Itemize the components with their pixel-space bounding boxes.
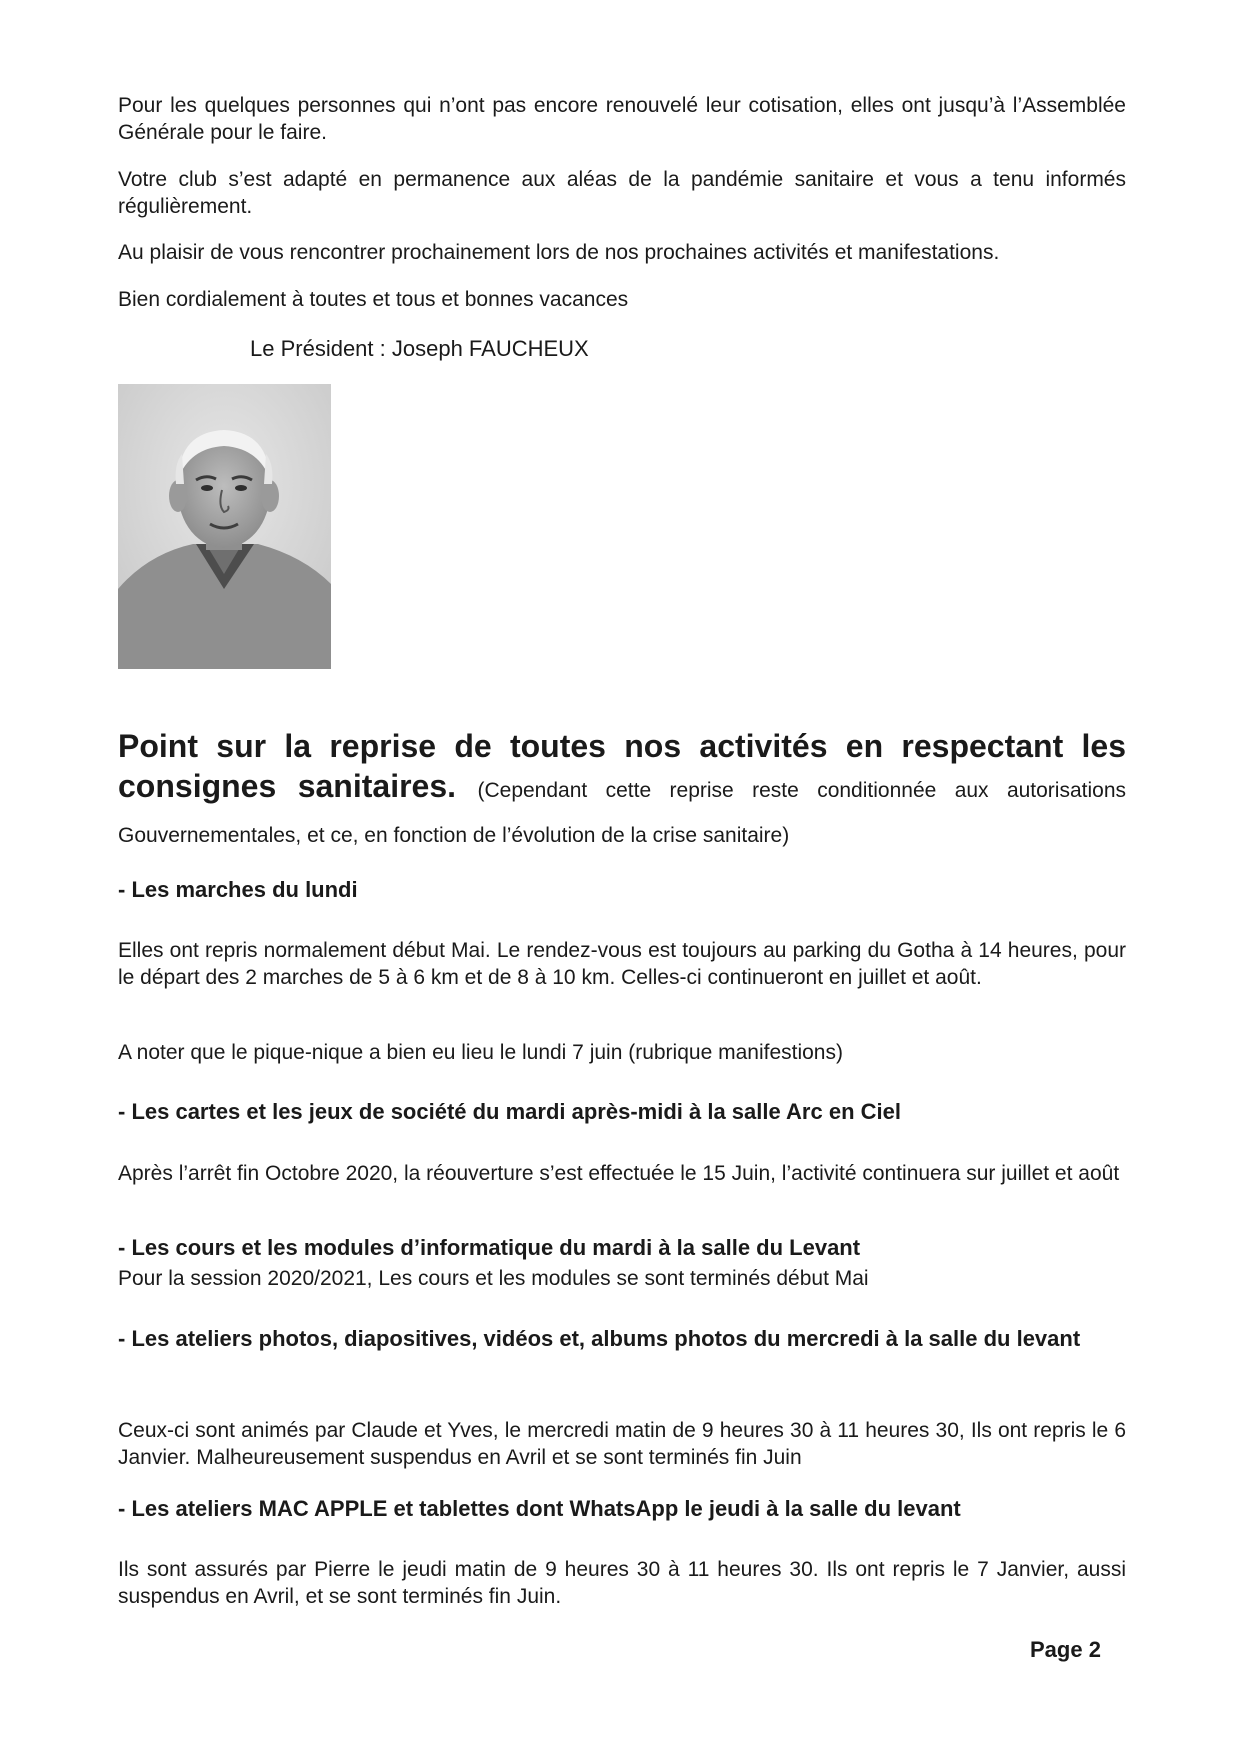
intro-paragraph-2: Votre club s’est adapté en permanence aux aléas de la pandémie sanitaire et vous a tenu informés régulièrement. (118, 168, 1126, 218)
section-paragraph: A noter que le pique-nique a bien eu lieu le lundi 7 juin (rubrique manifestions) (118, 1041, 843, 1064)
section-heading-photo-workshops: - Les ateliers photos, diapositives, vidéos et, albums photos du mercredi à la salle du levant (118, 1326, 1081, 1351)
section-heading-mac-apple-workshops: - Les ateliers MAC APPLE et tablettes dont WhatsApp le jeudi à la salle du levant (118, 1496, 961, 1521)
section-heading-monday-walks: - Les marches du lundi (118, 877, 358, 902)
page-number: Page 2 (1030, 1637, 1101, 1662)
main-heading-title: Point sur la reprise de toutes nos activités en respectant les consignes sanitaires. (118, 728, 1126, 804)
section-paragraph: Pour la session 2020/2021, Les cours et les modules se sont terminés début Mai (118, 1267, 869, 1290)
section-paragraph: Ceux-ci sont animés par Claude et Yves, le mercredi matin de 9 heures 30 à 11 heures 30, Ils ont repris le 6 Janvier. Malheureusement suspendus en Avril et se sont terminés fin Juin (118, 1419, 1126, 1469)
main-heading (118, 726, 1126, 856)
intro-paragraph-3: Au plaisir de vous rencontrer prochainement lors de nos prochaines activités et manifestations. (118, 241, 1000, 264)
section-heading-computer-courses: - Les cours et les modules d’informatique du mardi à la salle du Levant (118, 1235, 861, 1260)
president-portrait-photo (118, 384, 331, 669)
main-heading-note: (Cependant cette reprise reste conditionnée aux autorisations Gouvernementales, et ce, en fonction de l’évolution de la crise sanitaire) (118, 779, 1127, 847)
section-paragraph: Après l’arrêt fin Octobre 2020, la réouverture s’est effectuée le 15 Juin, l’activité continuera sur juillet et août (118, 1162, 1120, 1185)
president-signature: Le Président : Joseph FAUCHEUX (250, 336, 589, 361)
section-paragraph: Ils sont assurés par Pierre le jeudi matin de 9 heures 30 à 11 heures 30. Ils ont repris le 7 Janvier, aussi suspendus en Avril, et se sont terminés fin Juin. (118, 1558, 1126, 1608)
section-paragraph: Elles ont repris normalement début Mai. Le rendez-vous est toujours au parking du Gotha à 14 heures, pour le départ des 2 marches de 5 à 6 km et de 8 à 10 km. Celles-ci continueront en juillet et août. (118, 939, 1126, 989)
section-heading-card-games: - Les cartes et les jeux de société du mardi après-midi à la salle Arc en Ciel (118, 1099, 901, 1124)
intro-paragraph-1: Pour les quelques personnes qui n’ont pas encore renouvelé leur cotisation, elles ont jusqu’à l’Assemblée Générale pour le faire. (118, 94, 1126, 144)
portrait-image (118, 384, 331, 669)
intro-paragraph-4: Bien cordialement à toutes et tous et bonnes vacances (118, 288, 629, 311)
